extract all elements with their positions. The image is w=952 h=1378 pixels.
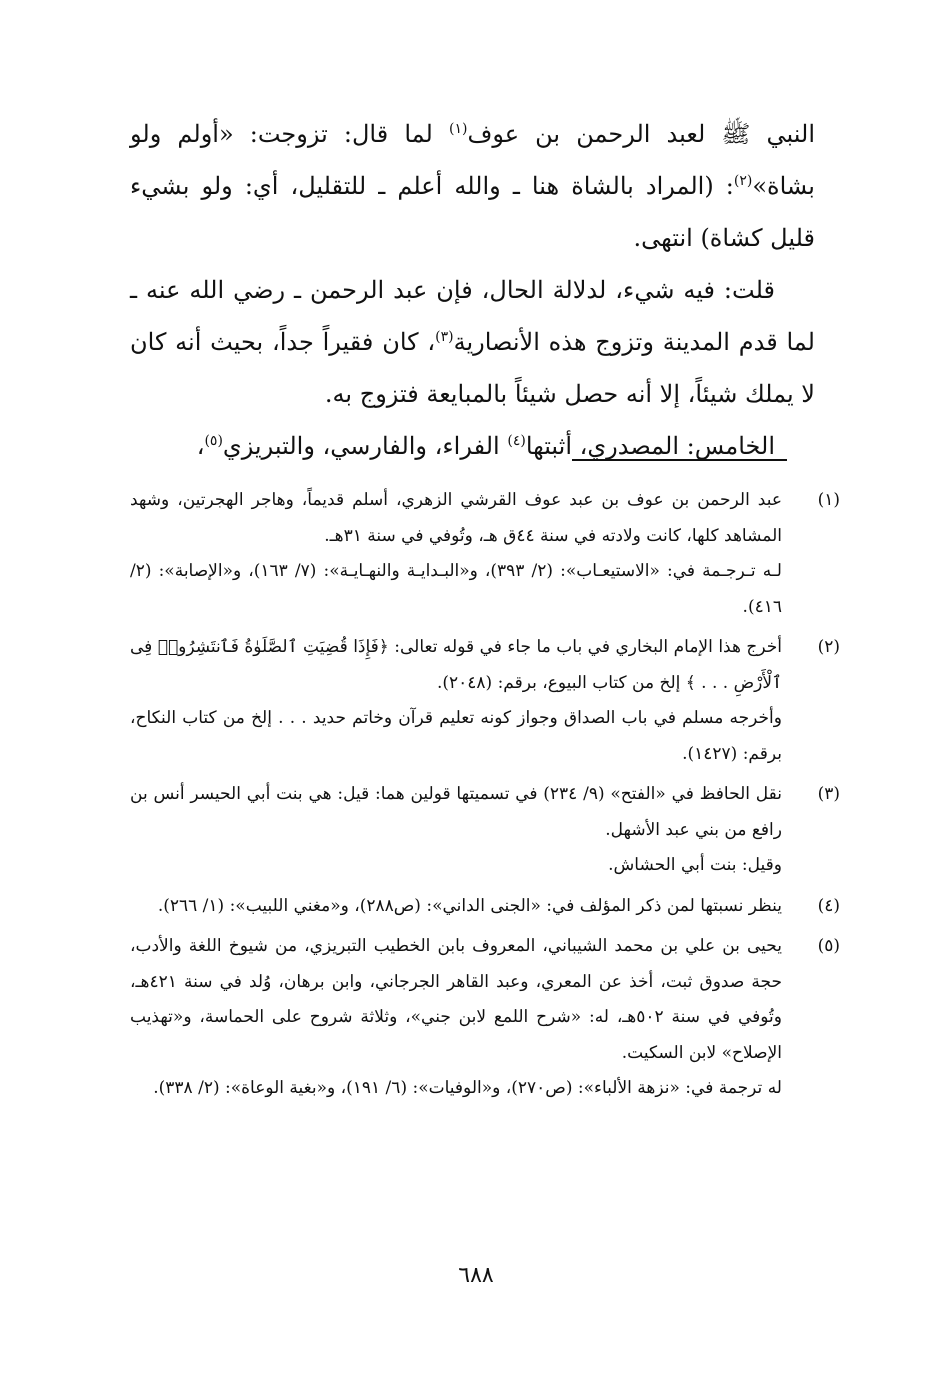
- footnote-number: (٥): [817, 936, 840, 956]
- footnote-ref: (١): [448, 121, 468, 137]
- footnote-line: عبد الرحمن بن عوف بن عبد عوف القرشي الزهري، أسلم قديماً، وهاجر الهجرتين، وشهد المشاهد كلها، كانت ولادته في سنة ٤٤ق هـ، وتُوفي في سنة ٣١هـ.: [130, 490, 782, 546]
- paragraph-text: النبي ﷺ لعبد الرحمن بن عوف: [467, 120, 815, 148]
- footnote-ref: (٢): [733, 173, 753, 189]
- footnote-line: نقل الحافظ في «الفتح» (٩/ ٢٣٤) في تسميتها قولين هما: قيل: هي بنت أبي الحيسر أنس بن رافع من بني عبد الأشهل.: [130, 784, 782, 840]
- paragraph-text: قلت: فيه شيء، لدلالة الحال، فإن عبد الرحمن ـ رضي الله عنه ـ لما قدم المدينة وتزوج هذه الأنصارية: [130, 276, 815, 356]
- paragraph-text: ،: [196, 432, 205, 460]
- footnote-body: [130, 929, 782, 1107]
- paragraph-text: لما قال: تزوجت: «أولم ولو بشاة»: [130, 120, 815, 200]
- page-number: ٦٨٨: [458, 1263, 494, 1288]
- footnote-body: [130, 483, 782, 625]
- footnote-number: (٢): [817, 637, 840, 657]
- footnote-line: أخرج هذا الإمام البخاري في باب ما جاء في قوله تعالى: ﴿فَإِذَا قُضِيَتِ ٱلصَّلَوٰةُ فَٱنتَشِرُوا۟ فِى ٱلْأَرْضِ . . . ﴾ إلخ من كتاب البيوع، برقم: (٢٠٤٨).: [130, 637, 782, 693]
- footnote-number: (١): [817, 490, 840, 510]
- paragraph-3: [130, 420, 815, 472]
- footnote-body: [130, 889, 782, 925]
- footnote-line: له ترجمة في: «نزهة الألباء»: (ص٢٧٠)، و«الوفيات»: (٦/ ١٩١)، و«بغية الوعاة»: (٢/ ٣٣٨).: [153, 1078, 782, 1098]
- footnote: [130, 929, 840, 1107]
- footnote-ref: (٤): [507, 433, 526, 449]
- footnote: [130, 889, 840, 925]
- footnote-number: (٤): [817, 895, 840, 916]
- footnote-line: لـه تـرجـمة في: «الاستيعـاب»: (٢/ ٣٩٣)، و«البـدايـة والنهـايـة»: (٧/ ١٦٣)، و«الإصابة»: (٢/ ٤١٦).: [130, 561, 782, 617]
- footnote-body: [130, 777, 782, 884]
- paragraph-text: الفراء، والفارسي، والتبريزي: [222, 432, 508, 460]
- paragraph-text: الخامس: المصدري، أثبتها: [525, 432, 775, 460]
- paragraph-text: : (المراد بالشاة هنا ـ والله أعلم ـ للتقليل، أي: ولو بشيء قليل كشاة) انتهى.: [130, 172, 815, 252]
- footnote-body: [130, 630, 782, 772]
- footnote-line: يحيى بن علي بن محمد الشيباني، المعروف بابن الخطيب التبريزي، من شيوخ اللغة والأدب، حجة صدوق ثبت، أخذ عن المعري، وعبد القاهر الجرجاني، وابن برهان، وُلد في سنة ٤٢١هـ، وتُوفي في سنة ٥٠٢هـ، له: «شرح اللمع لابن جني»، وثلاثة شروح على الحماسة، و«تهذيب الإصلاح» لابن السكيت.: [130, 936, 783, 1063]
- footnote-ref: (٥): [204, 433, 223, 449]
- paragraph-1: [130, 108, 815, 264]
- footnote-number: (٣): [817, 784, 840, 804]
- footnote-line: ينظر نسبتها لمن ذكر المؤلف في: «الجنى الداني»: (ص٢٨٨)، و«مغني اللبيب»: (١/ ٢٦٦).: [157, 895, 782, 916]
- paragraph-2: [130, 264, 815, 420]
- paragraph-text: ، كان فقيراً جداً، بحيث أنه كان لا يملك شيئاً، إلا أنه حصل شيئاً بالمبايعة فتزوج به.: [130, 328, 815, 408]
- footnote-line: وقيل: بنت أبي الحشاش.: [608, 855, 782, 875]
- footnote-ref: (٣): [435, 329, 454, 345]
- footnote: [130, 483, 840, 625]
- main-text: [130, 108, 815, 472]
- footnote: [130, 630, 840, 772]
- footnotes: [130, 483, 840, 1112]
- footnote: [130, 777, 840, 884]
- footnote-divider: [572, 459, 787, 461]
- footnote-line: وأخرجه مسلم في باب الصداق وجواز كونه تعليم قرآن وخاتم حديد . . . إلخ من كتاب النكاح، برقم: (١٤٢٧).: [130, 708, 782, 764]
